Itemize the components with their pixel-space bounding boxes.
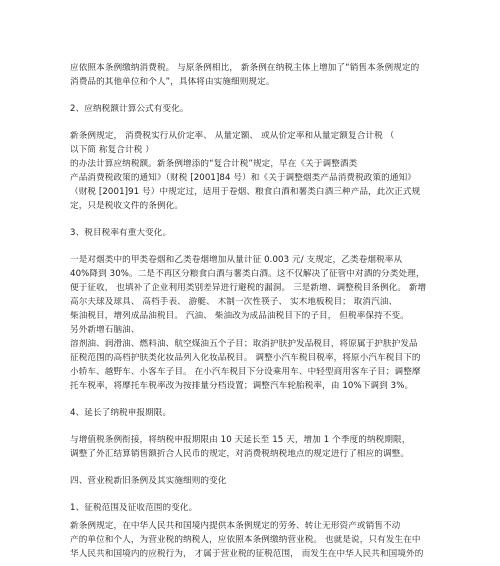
text-line: 一是对烟类中的甲类卷烟和乙类卷烟增加从量计征 0.003 元/ 支规定，乙类卷烟税率从 xyxy=(70,255,403,265)
text-line: 以下简 称复合计税 ） xyxy=(70,145,154,155)
text-line: （财税 [2001]91 号）中规定过，适用于卷烟、粮食白酒和薯类白酒三种产品，此次正式规 xyxy=(70,187,421,197)
section-heading: 2、应纳税额计算公式有变化。 xyxy=(70,104,189,114)
text-line: 征税范围的高档护肤类化妆品列入化妆品税目。 调整小汽车税目税率，将原小汽车税目下的 xyxy=(70,353,421,363)
text-line: 定，只是税收文件的条例化。 xyxy=(70,201,184,211)
text-line: 新条例规定， 消费税实行从价定率、 从量定额、 或从价定率和从量定额复合计税 （ xyxy=(70,131,395,141)
text-line: 产品消费税政策的通知》（财税 [2001]84 号）和《关于调整烟类产品消费税政策的通知》 xyxy=(70,173,416,183)
text-line: 的办法计算应纳税额。新条例增添的“复合计税”规定，早在《关于调整酒类 xyxy=(70,159,358,169)
text-line: 托车税率，将摩托车税率改为按排量分档设置；调整汽车轮胎税率，由 10%下调到 3%。 xyxy=(70,381,414,391)
text-line: 高尔夫球及球具、 高档手表、 游艇、 木制一次性筷子、 实木地板税目； 取消汽油、 xyxy=(70,297,398,307)
text-line: 另外新增石脑油、 xyxy=(70,325,140,335)
text-line: 便于征收， 也填补了企业利用类别差异进行避税的漏洞。 三是新增、调整税目条例化。 新增 xyxy=(70,283,427,293)
text-line: 华人民共和国境内的应税行为， 才属于营业税的征税范围， 而发生在中华人民共和国境外的 xyxy=(70,549,424,559)
text-line: 产的单位和个人，为营业税的纳税人，应依照本条例缴纳营业税。 也就是说，只有发生在中 xyxy=(70,535,421,545)
text-line: 新条例规定，在中华人民共和国境内提供本条例规定的劳务、转让无形资产或销售不动 xyxy=(70,521,401,531)
text-line: 溶剂油、润滑油、燃料油、航空煤油五个子目；取消护肤护发品税目，将原属于护肤护发品 xyxy=(70,339,418,349)
section-heading: 3、税目税率有重大变化。 xyxy=(70,228,172,238)
text-line: 40%降到 30%。二是不再区分粮食白酒与薯类白酒。这不仅解决了征管中对酒的分类处理， xyxy=(70,269,425,279)
text-line: 柴油税目，增列成品油税目。 汽油、 柴油改为成品油税目下的子目， 但税率保持不变。 xyxy=(70,311,409,321)
section-heading: 1、征税范围及征收范围的变化。 xyxy=(70,503,198,513)
text-line: 应依照本条例缴纳消费税。 与原条例相比， 新条例在纳税主体上增加了“销售本条例规定的 xyxy=(70,63,420,73)
text-line: 小轿车、越野车、小客车子目。 在小汽车税目下分设乘用车、中轻型商用客车子目；调整摩 xyxy=(70,367,421,377)
text-line: 消费品的其他单位和个人”，具体将由实施细则规定。 xyxy=(70,77,275,87)
section-heading: 4、延长了纳税申报期限。 xyxy=(70,408,172,418)
text-line: 调整了外汇结算销售额折合人民币的规定，对消费税纳税地点的规定进行了相应的调整。 xyxy=(70,449,410,459)
text-line: 与增值税条例衔接，将纳税申报期限由 10 天延长至 15 天，增加 1 个季度的纳税期限， xyxy=(70,435,411,445)
section-heading: 四、营业税新旧条例及其实施细则的变化 xyxy=(70,476,227,486)
